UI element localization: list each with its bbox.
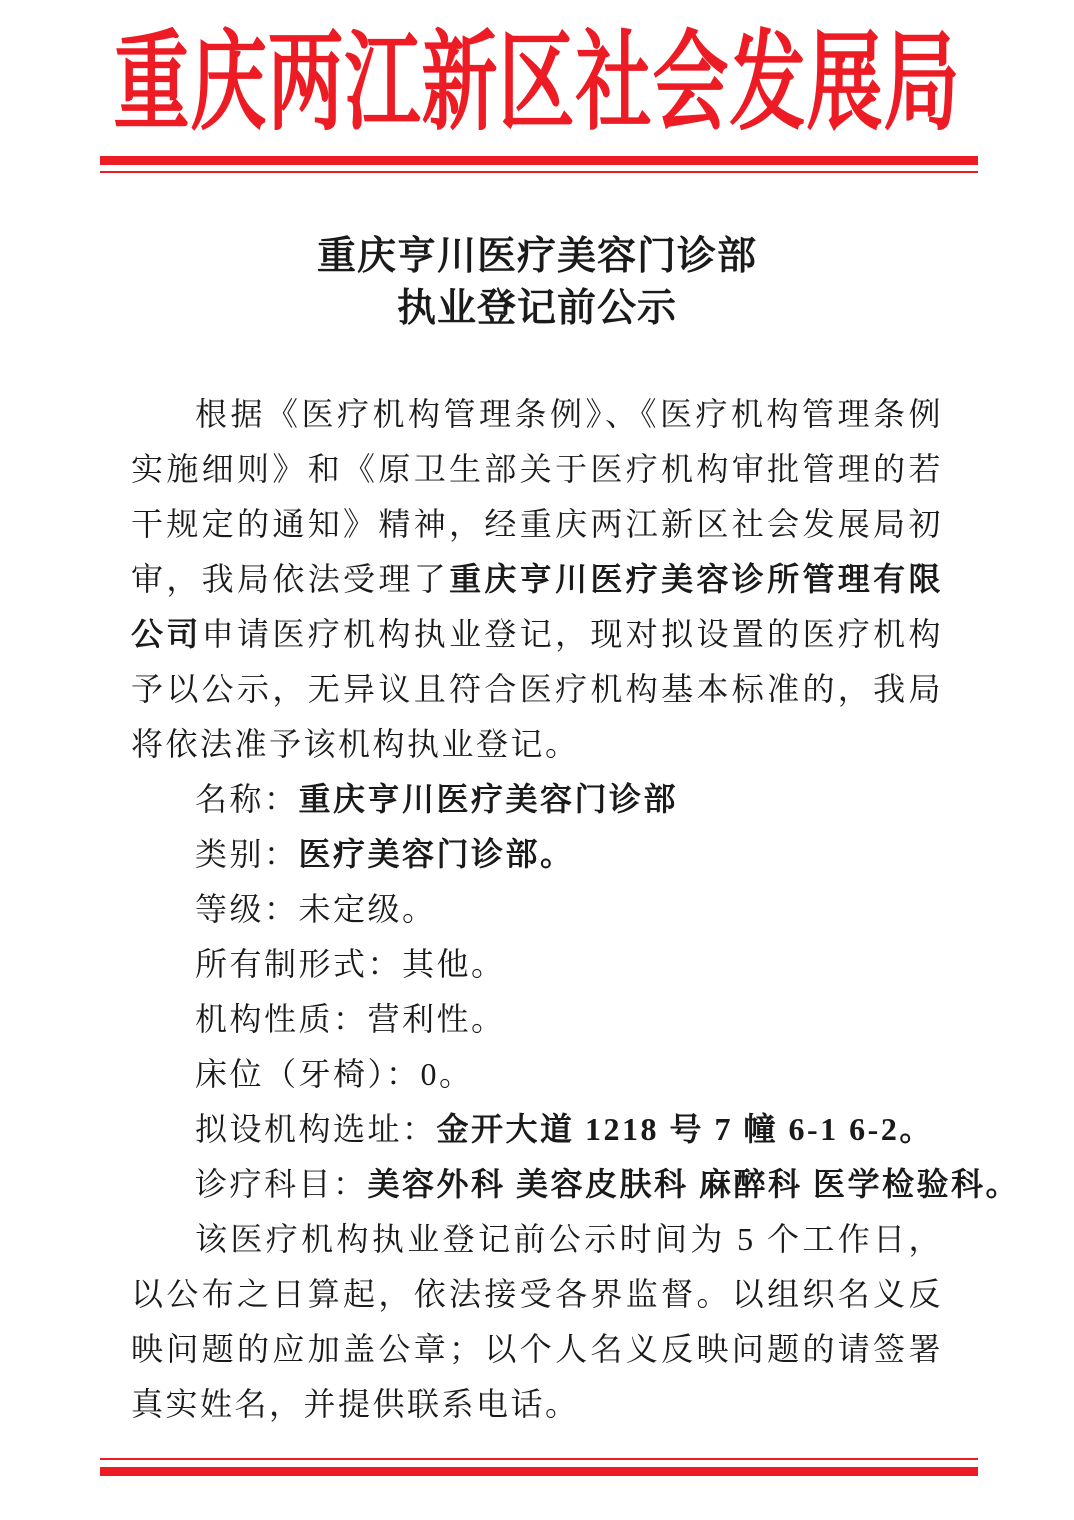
- org-name: 重庆两江新区社会发展局: [113, 24, 961, 144]
- field-label: 诊疗科目：: [195, 1166, 368, 1202]
- field-row-category: [131, 827, 943, 882]
- header-rule-thin: [100, 171, 978, 173]
- intro-text-1: 根据《医疗机构管理条例》、《医疗机构管理条例实施细则》和《原卫生部关于医疗机构审批管理的若干规定的通知》精神，经重庆两江新区社会发展局初审，我局依法受理了: [131, 396, 943, 597]
- field-value: 美容外科 美容皮肤科 麻醉科 医学检验科。: [367, 1166, 1021, 1202]
- field-label: 类别：: [195, 836, 299, 872]
- footer-rule-thin: [100, 1458, 978, 1460]
- header-rule-thick: [100, 156, 978, 165]
- footer-rule-thick: [100, 1467, 978, 1476]
- field-row-departments: [131, 1157, 1021, 1212]
- field-label: 等级：: [195, 891, 299, 927]
- field-row-beds: [131, 1047, 943, 1102]
- field-label: 名称：: [195, 781, 299, 817]
- notice-text: [131, 387, 1021, 1432]
- field-value: 其他。: [402, 946, 506, 982]
- field-value: 0。: [420, 1056, 474, 1092]
- footer-rules: [0, 1458, 1074, 1476]
- field-row-grade: [131, 882, 943, 937]
- notice-title-line2: 执业登记前公示: [396, 287, 677, 330]
- field-row-nature: [131, 992, 943, 1047]
- intro-text-2: 申请医疗机构执业登记，现对拟设置的医疗机构予以公示，无异议且符合医疗机构基本标准的，我局将依法准予该机构执业登记。: [131, 616, 943, 762]
- notice-body: [0, 231, 1074, 1432]
- notice-title: [0, 231, 1074, 335]
- field-label: 拟设机构选址：: [195, 1111, 437, 1147]
- field-value: 医疗美容门诊部。: [298, 836, 575, 872]
- header-rules: [0, 156, 1074, 173]
- field-value: 营利性。: [367, 1001, 506, 1037]
- field-label: 机构性质：: [195, 1001, 368, 1037]
- applicant-company-name: 重庆亨川医疗美容诊所管理有限公司: [131, 561, 943, 652]
- closing-paragraph: 该医疗机构执业登记前公示时间为 5 个工作日，以公布之日算起，依法接受各界监督。以组织名义反映问题的应加盖公章；以个人名义反映问题的请签署真实姓名，并提供联系电话。: [131, 1221, 943, 1422]
- field-row-name: [131, 772, 943, 827]
- intro-paragraph: [131, 387, 943, 772]
- field-label: 床位（牙椅）：: [195, 1056, 421, 1092]
- field-value: 金开大道 1218 号 7 幢 6-1 6-2。: [436, 1111, 934, 1147]
- field-row-address: [131, 1102, 943, 1157]
- notice-title-line1: 重庆亨川医疗美容门诊部: [316, 235, 757, 278]
- letterhead: [0, 0, 1074, 173]
- field-label: 所有制形式：: [195, 946, 403, 982]
- field-value: 重庆亨川医疗美容门诊部: [298, 781, 679, 817]
- field-row-ownership: [131, 937, 943, 992]
- field-value: 未定级。: [298, 891, 437, 927]
